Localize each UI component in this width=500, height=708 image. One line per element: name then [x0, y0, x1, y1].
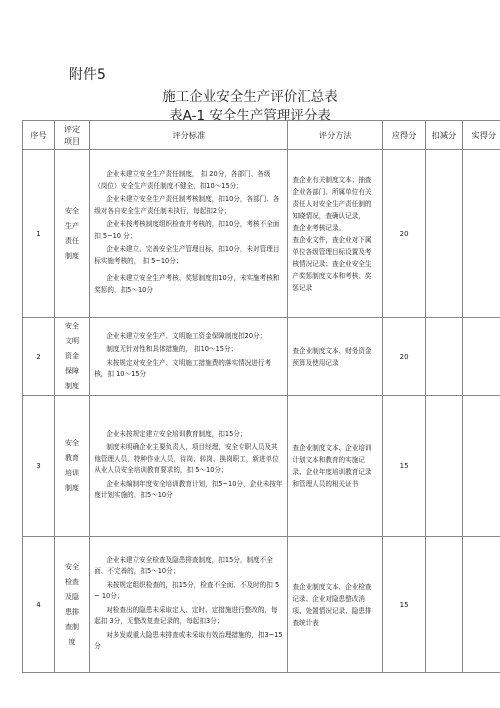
- row-deduct: [426, 318, 462, 396]
- attachment-label: 附件5: [69, 67, 106, 83]
- row-method: [288, 396, 383, 537]
- standard-line: 对检查出的隐患未采取定人、定时、定措施进行整改的，每起扣 3分，无整改复查记录的，每起扣3分；: [94, 605, 278, 625]
- page-title: 施工企业安全生产评价汇总表: [162, 89, 338, 105]
- score-table: [22, 120, 500, 673]
- row-full-score: 15: [382, 396, 425, 537]
- method-line: 查企业文件，查企业对下属单位各级管理目标设置及考核情况记录；查企业安全生产奖惩制度文本和考核、奖惩记录: [292, 235, 372, 292]
- table-row: [23, 150, 500, 318]
- method-line: 查企业考核记录。: [292, 223, 346, 232]
- row-full-score: 20: [382, 150, 425, 318]
- table-row: [23, 396, 500, 537]
- row-method: [288, 318, 383, 396]
- standard-line: 企业未建立、完善安全生产管理目标，扣10分，未对管理目标实施考核的， 扣 5~10分；: [94, 245, 280, 265]
- standard-line: 企业未建立安全生产考核、奖惩制度扣10分，未实施考核和奖惩的，扣5～10分: [94, 274, 280, 294]
- standard-line: 对多发或重大隐患未排查或未采取有效治理措施的，扣3~15分: [94, 630, 283, 650]
- table-subtitle: 表A-1 安全生产管理评分表: [169, 108, 331, 124]
- method-line: 查企业制度文本、财务资金预算及使用记录: [292, 346, 372, 367]
- row-number: 3: [23, 396, 55, 537]
- row-standard: [90, 396, 288, 537]
- row-method: [288, 537, 383, 673]
- row-standard: [90, 537, 288, 673]
- row-number: 2: [23, 318, 55, 396]
- row-number: 1: [23, 150, 55, 318]
- row-standard: [90, 150, 288, 318]
- method-line: 查企业制度文本、企业检查记录、企业对隐患整改消项、处置情况记录、隐患排查统计表: [292, 582, 372, 627]
- header-actual: 实得分: [462, 121, 500, 150]
- row-item: 安全教育培训制度: [54, 396, 89, 537]
- row-actual: [462, 150, 500, 318]
- standard-line: 未按规定组织检查的，扣15分，检查不全面、不及时的扣 5 ~ 10分；: [94, 580, 280, 600]
- row-deduct: [426, 396, 462, 537]
- table-header-row: [23, 121, 500, 150]
- header-standard: 评分标准: [90, 121, 288, 150]
- row-item: 安全生产责任制度: [54, 150, 89, 318]
- standard-line: 企业未建立安全生产、文明施工资金保障制度扣20分；: [106, 331, 267, 340]
- standard-line: 制度无针对性和具体措施的， 扣10～15分；: [106, 345, 238, 353]
- standard-line: 企业未建立安全检查及隐患排查制度，扣15分，制度不全面、不完善的，扣5～10分；: [94, 555, 273, 575]
- row-item: 安全文明资金保障制度: [54, 318, 89, 396]
- row-actual: [462, 318, 500, 396]
- standard-line: 企业未按考核制度组织检查并考核的，扣10分，考核不全面扣 5~10 分；: [94, 220, 280, 240]
- standard-line: 制度未明确企业主要负责人，项目经理，安全专职人员及其他管理人员，特种作业人员，待岗、转岗、换岗职工，新进单位从业人员安全培训教育要求的，扣 5～10分；: [94, 443, 279, 474]
- row-item: 安全检查及隐患排查制度: [54, 537, 89, 673]
- header-no: 序号: [23, 121, 55, 150]
- standard-line: 未按规定对安全生产、文明施工措施费的落实情况进行考核，扣 10～15分: [94, 358, 272, 378]
- standard-line: 企业未建立安全生产责任制度， 扣 20分，各部门、各级（岗位）安全生产责任制度不健全，扣10～15分；: [94, 170, 271, 190]
- table-row: [23, 318, 500, 396]
- header-deduct: 扣减分: [426, 121, 462, 150]
- row-full-score: 15: [382, 537, 425, 673]
- row-deduct: [426, 537, 462, 673]
- row-deduct: [426, 150, 462, 318]
- standard-line: 企业未按规定建立安全培训教育制度，扣15分；: [106, 429, 247, 438]
- table-row: [23, 537, 500, 673]
- row-full-score: 20: [382, 318, 425, 396]
- standard-line: 企业未建立安全生产责任制考核制度，扣10分，各部门、各级对各自安全生产责任制未执行，每起扣2分；: [94, 195, 280, 215]
- row-standard: [90, 318, 288, 396]
- row-actual: [462, 537, 500, 673]
- header-item: 评定项目: [54, 121, 89, 150]
- standard-line: 企业未编制年度安全培训教育计划，扣5~10分，企业未按年度计划实施的，扣5～10分: [94, 479, 283, 499]
- header-full-score: 应得分: [382, 121, 425, 150]
- row-method: [288, 150, 383, 318]
- method-line: 查企业有关制度文本；抽查企业各部门、所属单位有关责任人对安全生产责任制的知晓情况，查确认记录，: [292, 175, 372, 220]
- header-method: 评分方法: [288, 121, 383, 150]
- row-number: 4: [23, 537, 55, 673]
- method-line: 查企业制度文本、企业培训计划文本和教育的实施记录、企业年度培训教育记录和管理人员的相关证书: [292, 444, 372, 488]
- row-actual: [462, 396, 500, 537]
